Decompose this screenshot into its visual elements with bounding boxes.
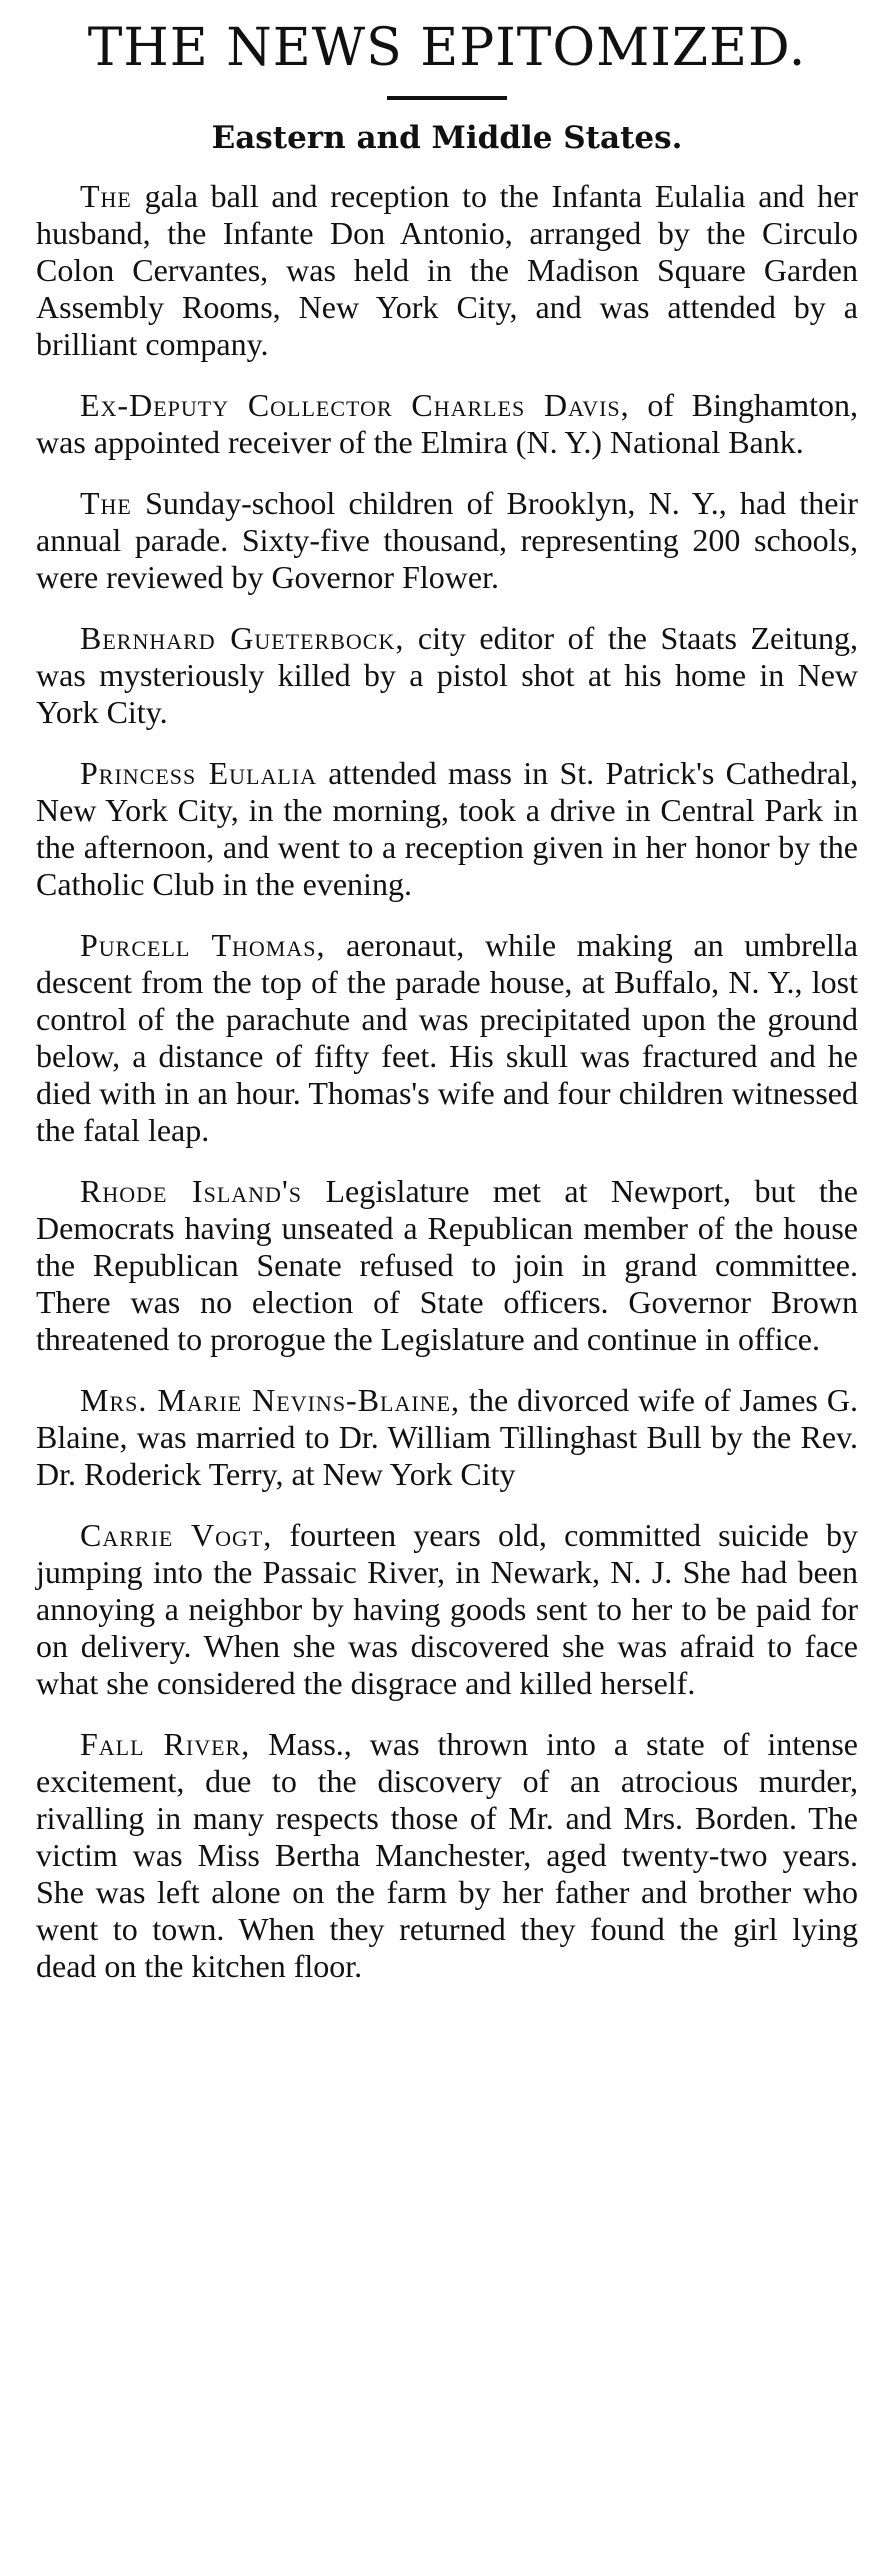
news-item-body: fourteen years old, committed suicide by jumping into the Passaic River, in Newark, N. J. She had been annoying a neighbor by having goods sent to her to be paid for on delivery. When she was discovered she was afraid to face what she considered the disgrace and killed herself. (36, 1517, 859, 1701)
news-item-lead: Carrie Vogt, (80, 1517, 273, 1553)
news-item-carrie-vogt (36, 1507, 858, 1716)
news-item-lead: The (80, 485, 132, 521)
news-item-body: Legislature met at Newport, but the Democrats having unseated a Republican member of the house the Republican Senate refused to join in grand committee. There was no election of State officers. Governor Brown threatened to prorogue the Legislature and continue in office. (36, 1173, 858, 1357)
news-item-body: gala ball and reception to the Infanta Eulalia and her husband, the Infante Don Antonio, arranged by the Circulo Colon Cervantes, was held in the Madison Square Garden Assembly Rooms, New York City, and was attended by a brilliant company. (36, 178, 858, 362)
news-item-body: Sunday-school children of Brooklyn, N. Y., had their annual parade. Sixty-five thousand, representing 200 schools, were reviewed by Governor Flower. (36, 485, 858, 595)
page-headline: THE NEWS EPITOMIZED. (87, 18, 807, 78)
news-item-sunday-school-parade (36, 475, 858, 610)
news-item-rhode-island (36, 1163, 858, 1372)
news-item-lead: Mrs. Marie Nevins-Blaine, (80, 1382, 461, 1418)
news-item-body: the divorced wife of James G. Blaine, was married to Dr. William Tillinghast Bull by the Rev. Dr. Roderick Terry, at New York City (36, 1382, 859, 1492)
news-item-nevins-blaine (36, 1372, 858, 1507)
news-item-infanta-ball (36, 168, 858, 377)
news-item-body: of Binghamton, was appointed receiver of the Elmira (N. Y.) National Bank. (36, 387, 858, 460)
section-title: Eastern and Middle States. (211, 120, 683, 156)
news-item-lead: Purcell Thomas, (80, 927, 326, 963)
news-item-lead: Bernhard Gueterbock, (80, 620, 405, 656)
news-item-body: city editor of the Staats Zeitung, was mysteriously killed by a pistol shot at his home in New York City. (36, 620, 858, 730)
news-item-fall-river (36, 1716, 858, 1999)
news-item-lead: Rhode Island's (80, 1173, 302, 1209)
news-column (36, 12, 858, 1999)
news-item-body: attended mass in St. Patrick's Cathedral, New York City, in the morning, took a drive in Central Park in the afternoon, and went to a reception given in her honor by the Catholic Club in the evening. (36, 755, 858, 902)
news-item-lead: Ex-Deputy Collector Charles Davis, (80, 387, 630, 423)
news-item-lead: Princess Eulalia (80, 755, 317, 791)
news-item-princess-eulalia (36, 745, 858, 917)
news-item-charles-davis (36, 377, 858, 475)
headline-divider (387, 96, 507, 100)
news-item-lead: Fall River, (80, 1726, 251, 1762)
news-item-body: aeronaut, while making an umbrella descent from the top of the parade house, at Buffalo, N. Y., lost control of the parachute and was precipitated upon the ground below, a distance of fifty feet. His skull was fractured and he died with in an hour. Thomas's wife and four children witnessed the fatal leap. (36, 927, 858, 1148)
news-item-body: Mass., was thrown into a state of intense excitement, due to the discovery of an atrocious murder, rivalling in many respects those of Mr. and Mrs. Borden. The victim was Miss Bertha Manchester, aged twenty-two years. She was left alone on the farm by her father and brother who went to town. When they returned they found the girl lying dead on the kitchen floor. (36, 1726, 858, 1984)
news-item-lead: The (80, 178, 132, 214)
news-item-purcell-thomas (36, 917, 858, 1163)
news-item-gueterbock (36, 610, 858, 745)
